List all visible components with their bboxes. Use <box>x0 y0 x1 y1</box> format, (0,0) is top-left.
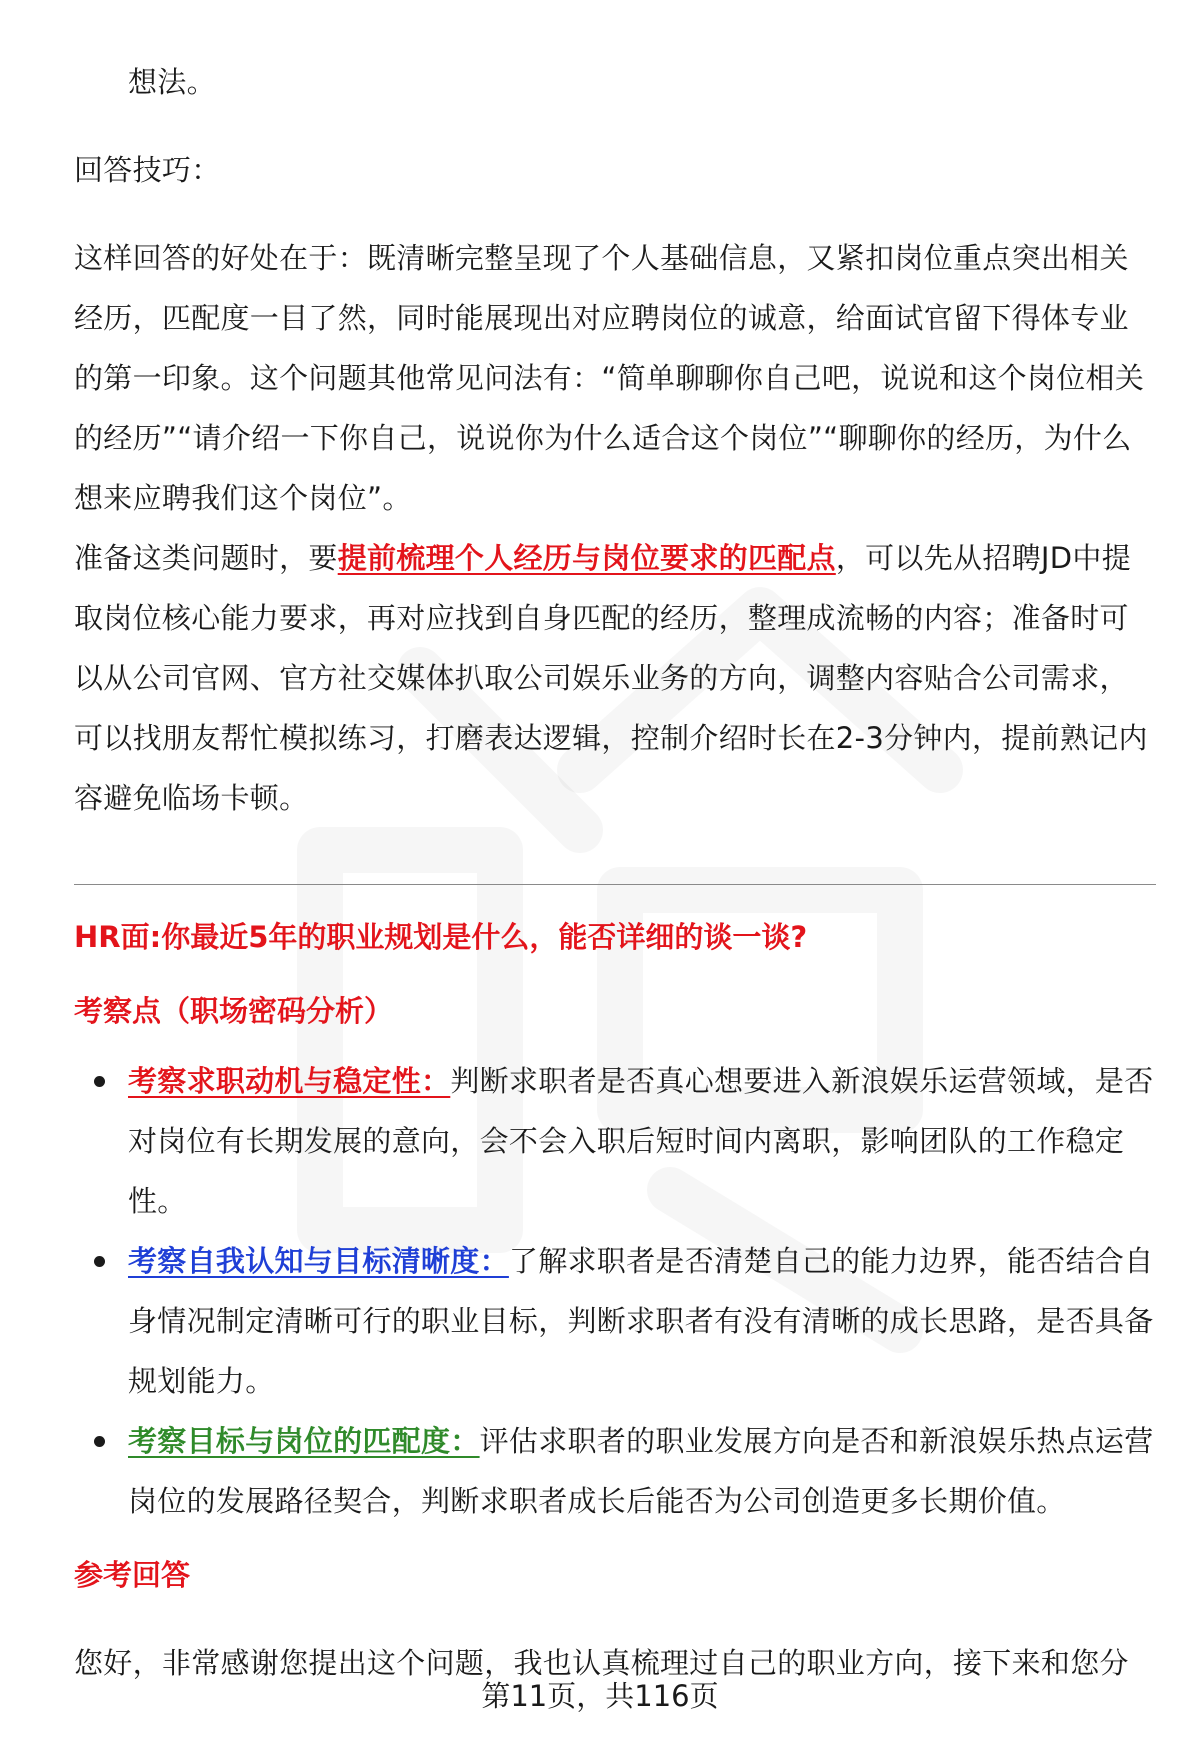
focus-point-label: 考察求职动机与稳定性： <box>128 1064 451 1098</box>
preparation-text-start: 准备这类问题时，要 <box>74 541 338 575</box>
page-number-footer: 第11页，共116页 <box>481 1679 719 1713</box>
focus-points-list <box>74 1051 1154 1531</box>
focus-point-text: 评估求职者的职业发展方向是否和新浪娱乐热点运营岗位的发展路径契合，判断求职者成长后能否为公司创造更多长期价值。 <box>128 1424 1154 1518</box>
focus-point-text: 判断求职者是否真心想要进入新浪娱乐运营领域，是否对岗位有长期发展的意向，会不会入职后短时间内离职，影响团队的工作稳定性。 <box>128 1064 1154 1218</box>
preparation-paragraph <box>74 528 1154 828</box>
reference-answer-heading: 参考回答 <box>74 1558 191 1592</box>
focus-points-heading: 考察点（职场密码分析） <box>74 994 394 1028</box>
list-item <box>74 1411 1154 1531</box>
bullet-dot-icon <box>94 1076 105 1087</box>
reference-answer-text: 您好，非常感谢您提出这个问题，我也认真梳理过自己的职业方向，接下来和您分 <box>74 1646 1129 1680</box>
bullet-dot-icon <box>94 1256 105 1267</box>
preparation-text-rest: ，可以先从招聘JD中提取岗位核心能力要求，再对应找到自身匹配的经历，整理成流畅的内容；准备时可以从公司官网、官方社交媒体扒取公司娱乐业务的方向，调整内容贴合公司需求，可以找朋友帮忙模拟练习，打磨表达逻辑，控制介绍时长在2-3分钟内，提前熟记内容避免临场卡顿。 <box>74 541 1148 815</box>
tips-label: 回答技巧： <box>74 153 221 187</box>
focus-point-label: 考察自我认知与目标清晰度： <box>128 1244 509 1278</box>
answer-benefit-paragraph: 这样回答的好处在于：既清晰完整呈现了个人基础信息，又紧扣岗位重点突出相关经历，匹配度一目了然，同时能展现出对应聘岗位的诚意，给面试官留下得体专业的第一印象。这个问题其他常见问法有：“简单聊聊你自己吧，说说和这个岗位相关的经历”“请介绍一下你自己，说说你为什么适合这个岗位”“聊聊你的经历，为什么想来应聘我们这个岗位”。 <box>74 241 1145 515</box>
list-item <box>74 1051 1154 1231</box>
document-body <box>74 52 1154 1693</box>
bullet-dot-icon <box>94 1436 105 1447</box>
intro-tail-text: 想法。 <box>128 65 216 99</box>
focus-point-text: 了解求职者是否清楚自己的能力边界，能否结合自身情况制定清晰可行的职业目标，判断求职者有没有清晰的成长思路，是否具备规划能力。 <box>128 1244 1154 1398</box>
question-heading: HR面:你最近5年的职业规划是什么，能否详细的谈一谈? <box>74 920 808 954</box>
focus-point-label: 考察目标与岗位的匹配度： <box>128 1424 480 1458</box>
section-divider <box>74 884 1156 885</box>
list-item <box>74 1231 1154 1411</box>
preparation-emphasis: 提前梳理个人经历与岗位要求的匹配点 <box>337 541 836 575</box>
